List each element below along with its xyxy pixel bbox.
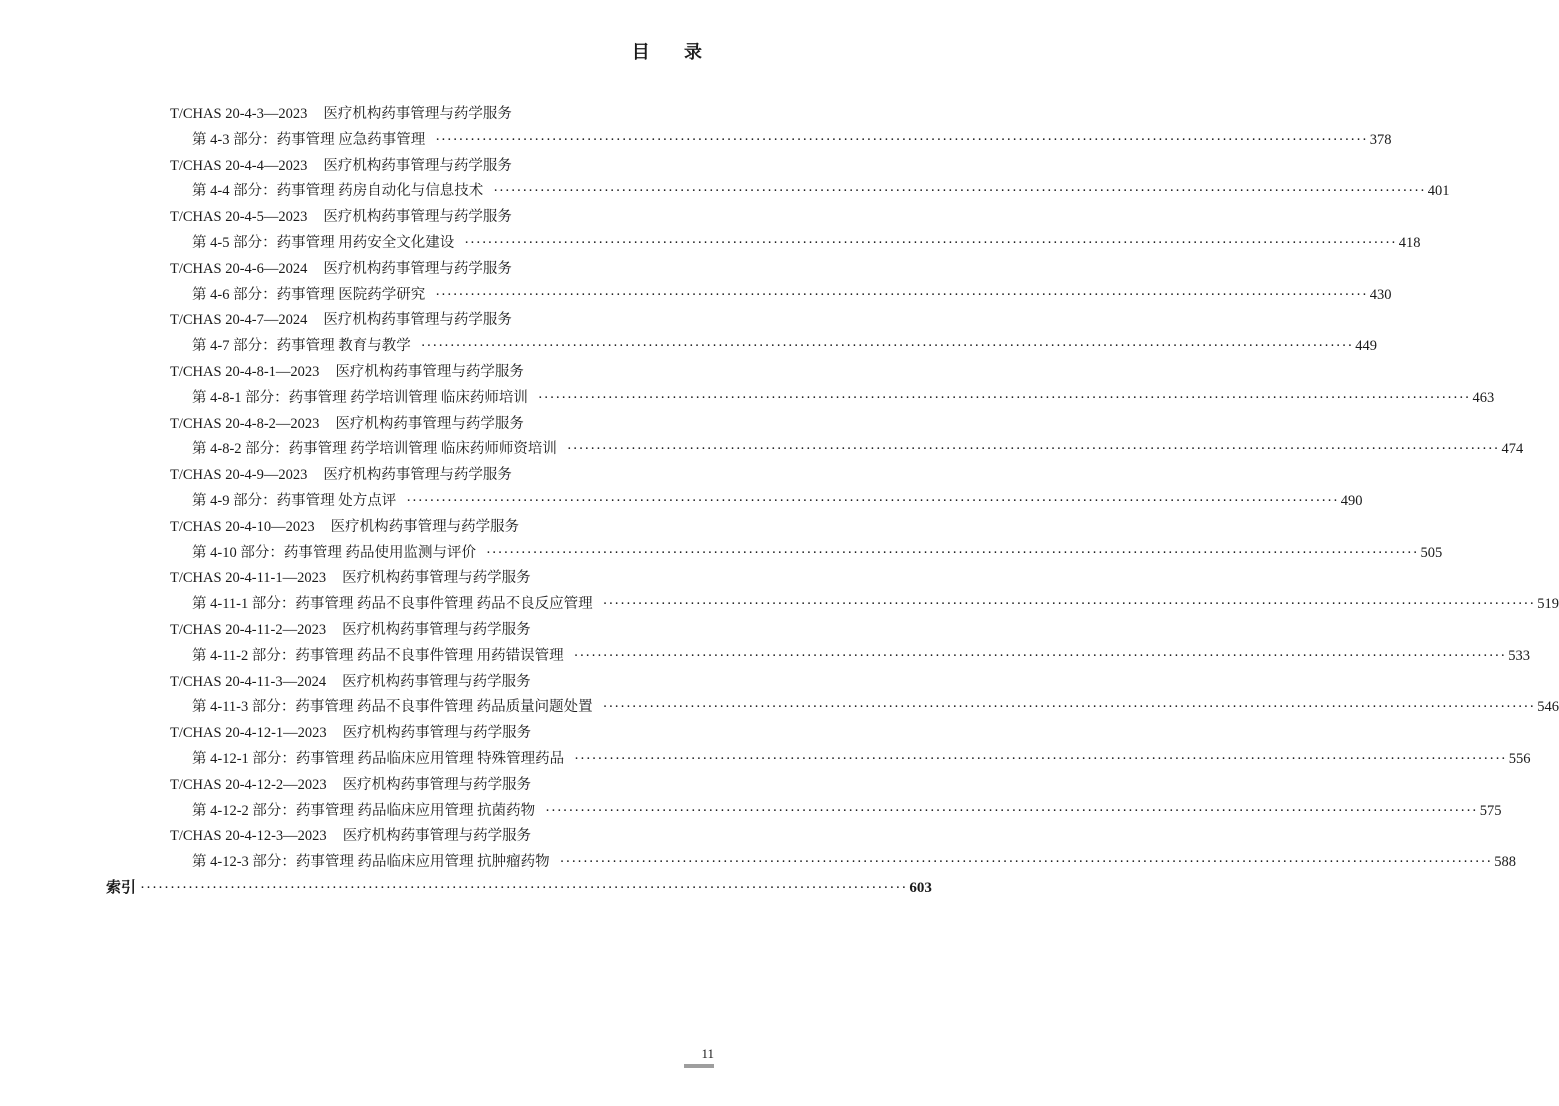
part-page-number: 546 xyxy=(1537,699,1559,716)
standard-code: T/CHAS 20-4-11-1—2023 xyxy=(170,570,327,587)
toc-standard-line xyxy=(170,824,531,845)
dot-leader: ································································································································································ xyxy=(566,441,1500,458)
dot-leader: ································································································································································ xyxy=(406,493,1339,509)
standard-code: T/CHAS 20-4-3—2023 xyxy=(170,106,308,122)
dot-leader: ································································································································································ xyxy=(545,802,1478,819)
toc-part-entry[interactable] xyxy=(192,850,1516,871)
toc-part-entry[interactable] xyxy=(192,334,1378,355)
standard-code: T/CHAS 20-4-12-1—2023 xyxy=(170,725,327,742)
part-label: 第 4-8-1 部分：药事管理 药学培训管理 临床药师培训 xyxy=(192,389,528,406)
part-page-number: 430 xyxy=(1369,286,1392,303)
standard-title: 医疗机构药事管理与药学服务 xyxy=(342,776,532,793)
part-label: 第 4-11-1 部分：药事管理 药品不良事件管理 药品不良反应管理 xyxy=(192,596,593,613)
toc-standard-line xyxy=(170,618,531,639)
standard-code: T/CHAS 20-4-8-1—2023 xyxy=(170,364,320,380)
part-page-number: 556 xyxy=(1508,751,1531,767)
standard-title: 医疗机构药事管理与药学服务 xyxy=(335,415,524,432)
standard-title: 医疗机构药事管理与药学服务 xyxy=(323,157,512,174)
standard-code: T/CHAS 20-4-12-2—2023 xyxy=(170,776,327,793)
part-page-number: 418 xyxy=(1398,235,1421,251)
toc-standard-line xyxy=(170,257,512,278)
part-label: 第 4-9 部分：药事管理 处方点评 xyxy=(192,493,397,509)
toc-standard-line xyxy=(170,773,531,794)
toc-part-entry[interactable] xyxy=(192,489,1363,510)
part-page-number: 463 xyxy=(1472,389,1495,406)
standard-title: 医疗机构药事管理与药学服务 xyxy=(323,312,512,329)
dot-leader: ································································································································ xyxy=(140,880,908,896)
standard-code: T/CHAS 20-4-9—2023 xyxy=(170,467,308,484)
page-number-bar xyxy=(684,1064,714,1068)
toc-standard-line xyxy=(170,515,519,536)
standard-code: T/CHAS 20-4-7—2024 xyxy=(170,312,308,329)
toc-part-entry[interactable] xyxy=(192,695,1559,716)
standard-code: T/CHAS 20-4-11-2—2023 xyxy=(170,622,327,638)
index-page-number: 603 xyxy=(909,880,932,896)
toc-standard-line xyxy=(170,566,531,587)
dot-leader: ································································································································································ xyxy=(573,647,1507,664)
toc-standard-line xyxy=(170,670,531,691)
toc-standard-line xyxy=(170,205,512,226)
dot-leader: ································································································································································ xyxy=(464,235,1397,251)
standard-code: T/CHAS 20-4-12-3—2023 xyxy=(170,828,327,845)
toc-standard-line xyxy=(170,721,531,742)
toc-part-entry[interactable] xyxy=(192,179,1450,200)
standard-code: T/CHAS 20-4-4—2023 xyxy=(170,157,308,174)
part-page-number: 505 xyxy=(1420,544,1443,561)
standard-code: T/CHAS 20-4-10—2023 xyxy=(170,518,315,535)
part-page-number: 378 xyxy=(1369,131,1392,148)
standard-code: T/CHAS 20-4-6—2024 xyxy=(170,260,308,277)
standard-code: T/CHAS 20-4-11-3—2024 xyxy=(170,673,327,690)
toc-standard-line xyxy=(170,154,512,175)
part-page-number: 519 xyxy=(1537,596,1559,613)
part-page-number: 449 xyxy=(1355,338,1378,355)
part-label: 第 4-10 部分：药事管理 药品使用监测与评价 xyxy=(192,544,476,561)
part-page-number: 490 xyxy=(1340,493,1363,509)
standard-title: 医疗机构药事管理与药学服务 xyxy=(335,364,524,380)
standard-title: 医疗机构药事管理与药学服务 xyxy=(323,467,512,484)
standard-title: 医疗机构药事管理与药学服务 xyxy=(342,725,532,742)
part-page-number: 474 xyxy=(1501,441,1524,458)
toc-standard-line xyxy=(170,102,512,123)
part-label: 第 4-7 部分：药事管理 教育与教学 xyxy=(192,338,411,355)
part-label: 第 4-6 部分：药事管理 医院药学研究 xyxy=(192,286,426,303)
toc-part-entry[interactable] xyxy=(192,231,1421,252)
dot-leader: ································································································································································ xyxy=(602,596,1536,613)
dot-leader: ································································································································································ xyxy=(537,389,1471,406)
part-page-number: 575 xyxy=(1479,802,1502,819)
part-label: 第 4-4 部分：药事管理 药房自动化与信息技术 xyxy=(192,183,484,200)
dot-leader: ································································································································································ xyxy=(420,338,1354,355)
toc-part-entry[interactable] xyxy=(192,541,1443,562)
toc-part-entry[interactable] xyxy=(192,592,1559,613)
standard-title: 医疗机构药事管理与药学服务 xyxy=(330,518,520,535)
standard-title: 医疗机构药事管理与药学服务 xyxy=(323,106,512,122)
standard-title: 医疗机构药事管理与药学服务 xyxy=(342,828,532,845)
standard-title: 医疗机构药事管理与药学服务 xyxy=(323,260,512,277)
part-label: 第 4-3 部分：药事管理 应急药事管理 xyxy=(192,131,426,148)
standard-title: 医疗机构药事管理与药学服务 xyxy=(323,209,512,226)
part-label: 第 4-12-1 部分：药事管理 药品临床应用管理 特殊管理药品 xyxy=(192,751,565,767)
dot-leader: ································································································································································ xyxy=(493,183,1426,200)
dot-leader: ································································································································································ xyxy=(435,131,1368,148)
standard-code: T/CHAS 20-4-5—2023 xyxy=(170,209,308,226)
dot-leader: ································································································································································ xyxy=(574,751,1507,767)
dot-leader: ································································································································································ xyxy=(435,286,1368,303)
part-label: 第 4-12-2 部分：药事管理 药品临床应用管理 抗菌药物 xyxy=(192,802,536,819)
standard-code: T/CHAS 20-4-8-2—2023 xyxy=(170,415,320,432)
standard-title: 医疗机构药事管理与药学服务 xyxy=(342,673,531,690)
toc-part-entry[interactable] xyxy=(192,747,1531,768)
dot-leader: ································································································································································ xyxy=(485,544,1419,561)
toc-standard-line xyxy=(170,360,524,381)
page-number: 11 xyxy=(701,1046,714,1061)
part-page-number: 533 xyxy=(1508,647,1530,664)
toc-standard-line xyxy=(170,463,512,484)
toc-part-entry[interactable] xyxy=(192,128,1392,149)
toc-part-entry[interactable] xyxy=(192,437,1524,458)
toc-part-entry[interactable] xyxy=(192,283,1392,304)
toc-standard-line xyxy=(170,308,512,329)
index-label: 索引 xyxy=(106,880,137,896)
part-label: 第 4-11-2 部分：药事管理 药品不良事件管理 用药错误管理 xyxy=(192,647,564,664)
dot-leader: ································································································································································ xyxy=(602,699,1536,716)
toc-part-entry[interactable] xyxy=(192,799,1502,820)
part-label: 第 4-11-3 部分：药事管理 药品不良事件管理 药品质量问题处置 xyxy=(192,699,593,716)
standard-title: 医疗机构药事管理与药学服务 xyxy=(342,570,531,587)
part-label: 第 4-8-2 部分：药事管理 药学培训管理 临床药师师资培训 xyxy=(192,441,557,458)
standard-title: 医疗机构药事管理与药学服务 xyxy=(342,622,531,638)
toc-part-entry[interactable] xyxy=(192,644,1530,665)
part-page-number: 588 xyxy=(1494,854,1516,871)
part-label: 第 4-12-3 部分：药事管理 药品临床应用管理 抗肿瘤药物 xyxy=(192,854,550,871)
toc-header-title: 目 录 xyxy=(631,42,716,63)
toc-index-entry[interactable] xyxy=(106,876,932,897)
dot-leader: ································································································································································ xyxy=(559,854,1493,871)
part-page-number: 401 xyxy=(1427,183,1450,200)
toc-standard-line xyxy=(170,412,524,433)
toc-part-entry[interactable] xyxy=(192,386,1495,407)
part-label: 第 4-5 部分：药事管理 用药安全文化建设 xyxy=(192,235,455,251)
